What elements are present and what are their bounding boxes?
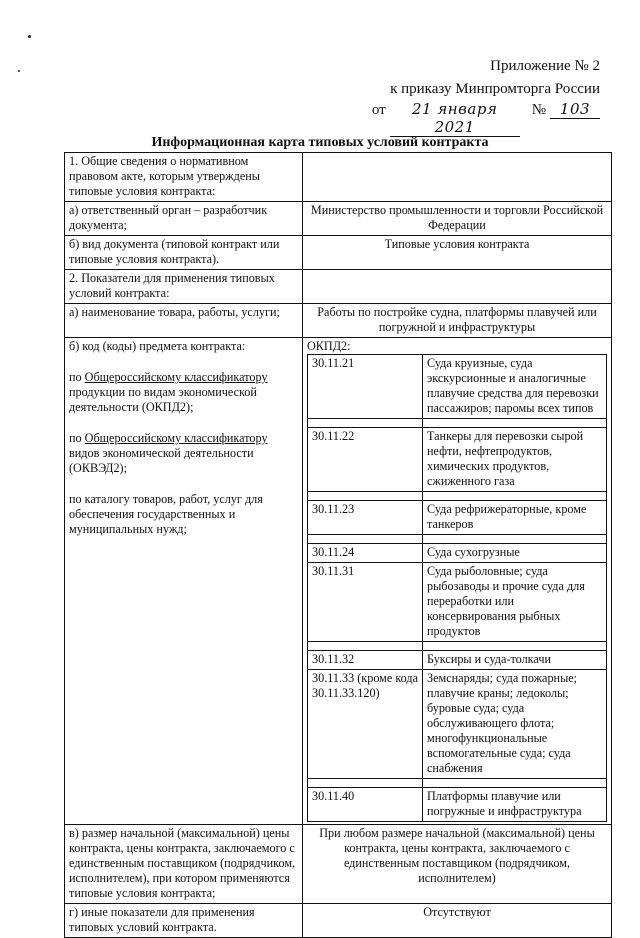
code-row: 30.11.24 Суда сухогрузные [308,544,607,563]
code-row: 30.11.21 Суда круизные, суда экскурсионные и аналогичные плавучие средства для перевозки пассажиров; паромы всех типов [308,355,607,419]
from-prefix: от [371,102,386,118]
code-row: 30.11.33 (кроме кода 30.11.33.120) Земснаряды; суда пожарные; плавучие краны; ледоколы; буровые суда; суда обслуживающего флота; многофункциональные вспомогательные суда; суда снабжения [308,670,607,779]
table-row [65,153,612,202]
document-title: Информационная карта типовых условий контракта [151,135,489,150]
table-row [65,904,612,938]
code-row: 30.11.31 Суда рыболовные; суда рыбозаводы и прочие суда для переработки или консервирования рыбных продуктов [308,563,607,642]
appendix-label: Приложение № 2 [490,58,600,74]
scan-speck [28,35,31,38]
subject-codes-title: б) код (коды) предмета контракта: [69,339,246,353]
document-type-value: Типовые условия контракта [303,236,612,270]
code-row: 30.11.40 Платформы плавучие или погружные и инфраструктура [308,788,607,822]
document-type-label: б) вид документа (типовой контракт или типовые условия контракта). [65,236,303,270]
product-name-label: а) наименование товара, работы, услуги; [65,304,303,338]
handwritten-number: 103 [550,100,600,119]
price-size-value: При любом размере начальной (максимальной) цены контракта, цены контракта, заключаемого с единственным поставщиком (подрядчиком, исполнителем) [303,825,612,904]
other-indicators-value: Отсутствуют [303,904,612,938]
catalog-text: по каталогу товаров, работ, услуг для обеспечения государственных и муниципальных нужд; [69,492,263,536]
code-row: 30.11.22 Танкеры для перевозки сырой нефти, нефтепродуктов, химических продуктов, сжиженного газа [308,428,607,492]
codes-cell [303,338,612,825]
indicators-label: 2. Показатели для применения типовых условий контракта: [65,270,303,304]
handwritten-date: 21 января 2021 [390,100,520,137]
table-row [65,236,612,270]
general-info-label: 1. Общие сведения о нормативном правовом акте, которым утверждены типовые условия контракта: [65,153,303,202]
okved-classifier-link[interactable]: Общероссийскому классификатору [84,431,268,445]
code-row: 30.11.23 Суда рефрижераторные, кроме танкеров [308,501,607,535]
number-prefix: № [531,102,546,118]
okpd-classifier-link[interactable]: Общероссийскому классификатору [84,370,268,384]
table-row [65,825,612,904]
empty-cell [303,270,612,304]
table-row [65,304,612,338]
okpd-classifier-text: по Общероссийскому классификатору продукции по видам экономической деятельности (ОКПД2); [69,370,268,414]
info-card-table [64,152,612,938]
product-name-value: Работы по постройке судна, платформы плавучей или погружной и инфраструктуры [303,304,612,338]
responsible-body-label: а) ответственный орган – разработчик документа; [65,202,303,236]
responsible-body-value: Министерство промышленности и торговли Российской Федерации [303,202,612,236]
table-row [65,270,612,304]
code-row: 30.11.32 Буксиры и суда-толкачи [308,651,607,670]
scan-speck [18,70,20,72]
okpd-label: ОКПД2: [307,339,351,353]
order-date-number [372,100,600,137]
table-row [65,202,612,236]
codes-list [307,354,607,822]
price-size-label: в) размер начальной (максимальной) цены контракта, цены контракта, заключаемого с единственным поставщиком (подрядчиком, исполнителем), при котором применяются типовые условия контракта; [65,825,303,904]
table-row [65,338,612,825]
empty-cell [303,153,612,202]
order-label: к приказу Минпромторга России [390,81,600,97]
other-indicators-label: г) иные показатели для применения типовых условий контракта. [65,904,303,938]
subject-codes-label [65,338,303,825]
okved-classifier-text: по Общероссийскому классификатору видов экономической деятельности (ОКВЭД2); [69,431,268,475]
